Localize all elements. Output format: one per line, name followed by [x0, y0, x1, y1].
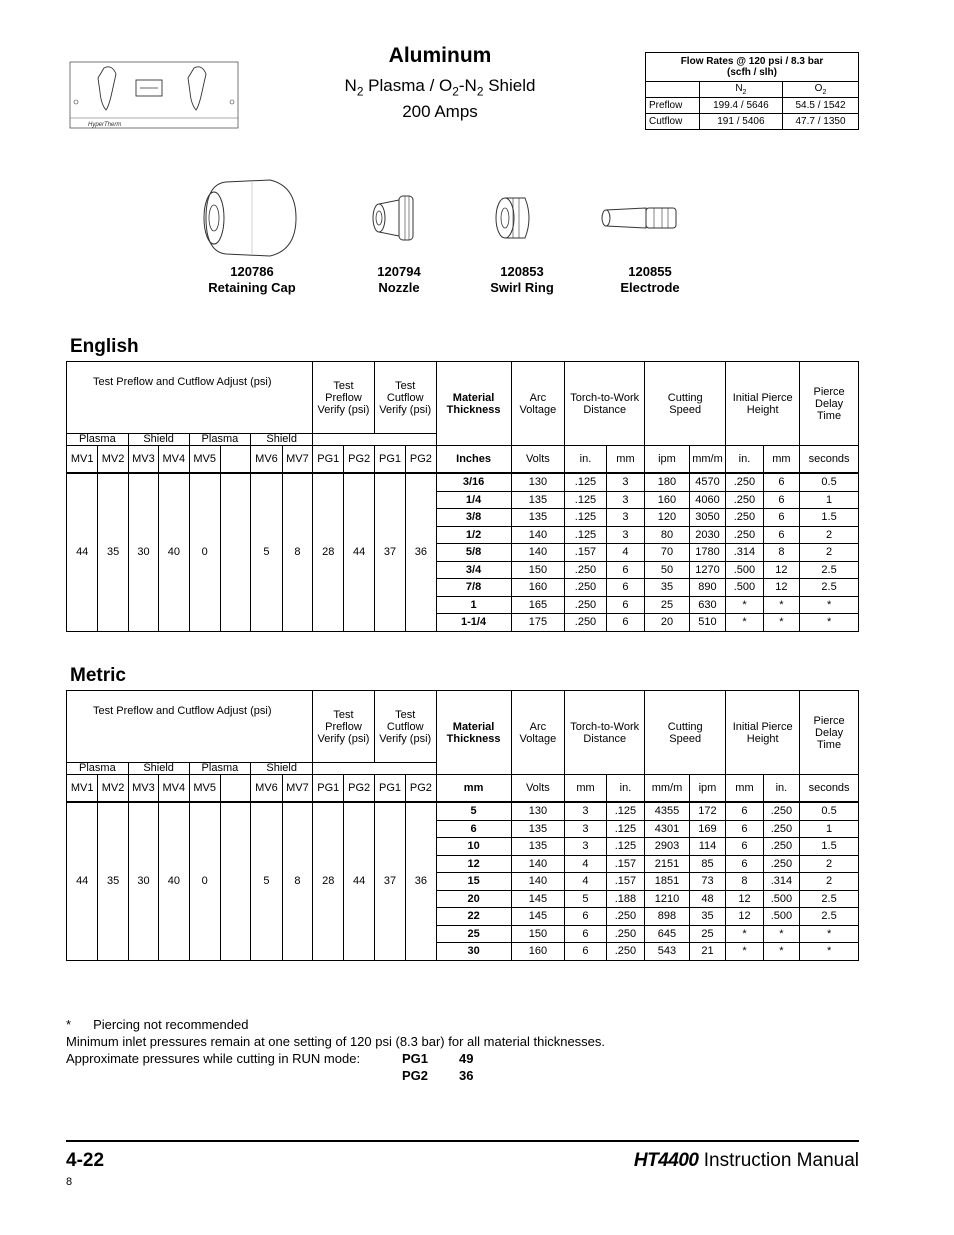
unit-header: seconds: [800, 775, 859, 803]
table-cell: *: [763, 596, 799, 614]
table-cell: .157: [606, 873, 644, 891]
table-cell: 160: [645, 491, 690, 509]
arc-voltage-header: Arc Voltage: [511, 691, 565, 775]
valve-header: MV6: [251, 775, 282, 803]
pg2-label: PG2: [402, 1068, 429, 1083]
table-cell: 22: [436, 908, 511, 926]
table-cell: 130: [511, 473, 565, 491]
test-cutflow-header: Test Cutflow Verify (psi): [374, 691, 436, 763]
table-cell: 140: [511, 855, 565, 873]
table-cell: 630: [689, 596, 725, 614]
table-cell: 5: [565, 890, 607, 908]
table-cell: 6: [565, 908, 607, 926]
table-cell: 2: [800, 855, 859, 873]
table-cell: *: [726, 614, 763, 632]
table-cell: .250: [726, 509, 763, 527]
flow-rates-title: Flow Rates @ 120 psi / 8.3 bar (scfh / slh): [646, 53, 859, 82]
valve-setting: 44: [344, 802, 374, 960]
table-cell: 20: [645, 614, 690, 632]
table-cell: 2: [800, 544, 859, 562]
table-cell: .250: [606, 925, 644, 943]
table-cell: 35: [645, 579, 690, 597]
part-label-swirl-ring: 120853 Swirl Ring: [490, 264, 554, 295]
table-cell: 1: [436, 596, 511, 614]
valve-setting: 40: [159, 473, 189, 631]
table-cell: 4: [565, 855, 607, 873]
valve-header: MV6: [251, 446, 282, 474]
valve-setting: 36: [406, 802, 436, 960]
table-cell: .188: [606, 890, 644, 908]
table-cell: 1270: [689, 561, 725, 579]
table-cell: .250: [763, 802, 799, 820]
group-plasma-1: Plasma: [67, 434, 129, 446]
table-cell: .250: [565, 614, 607, 632]
table-cell: 4060: [689, 491, 725, 509]
table-cell: 6: [763, 491, 799, 509]
table-cell: 1780: [689, 544, 725, 562]
cutting-speed-header: Cutting Speed: [645, 362, 726, 446]
unit-header: mm: [565, 775, 607, 803]
pierce-delay-header: Pierce Delay Time: [800, 362, 859, 446]
table-cell: 6: [726, 802, 763, 820]
table-cell: 8: [726, 873, 763, 891]
table-cell: 48: [689, 890, 725, 908]
valve-header: PG1: [374, 446, 405, 474]
table-cell: .125: [606, 820, 644, 838]
table-cell: 890: [689, 579, 725, 597]
unit-header: mm/m: [689, 446, 725, 474]
table-cell: 2: [800, 873, 859, 891]
table-cell: .314: [763, 873, 799, 891]
valve-header: MV5: [189, 775, 220, 803]
footer-small-number: 8: [66, 1176, 73, 1188]
table-row: [67, 473, 859, 491]
table-cell: 114: [689, 838, 725, 856]
table-cell: 140: [511, 544, 565, 562]
nozzle-illustration: [367, 178, 422, 258]
table-cell: 6: [763, 473, 799, 491]
valve-header: [220, 775, 250, 803]
test-cutflow-header: Test Cutflow Verify (psi): [374, 362, 436, 434]
flow-col-n2: $N_2$: [699, 82, 782, 98]
table-cell: 165: [511, 596, 565, 614]
cutting-speed-header: Cutting Speed: [645, 691, 726, 775]
part-label-nozzle: 120794 Nozzle: [377, 264, 421, 295]
table-cell: 135: [511, 509, 565, 527]
table-cell: 1/2: [436, 526, 511, 544]
flow-col-o2: $O_2$: [783, 82, 859, 98]
table-cell: 6: [726, 855, 763, 873]
table-row: [67, 802, 859, 820]
table-cell: 4301: [645, 820, 690, 838]
table-cell: 4570: [689, 473, 725, 491]
table-cell: 6: [726, 820, 763, 838]
table-cell: *: [726, 596, 763, 614]
table-cell: .250: [606, 908, 644, 926]
table-cell: .157: [606, 855, 644, 873]
table-cell: .250: [565, 596, 607, 614]
valve-header: PG1: [313, 775, 344, 803]
group-shield-1: Shield: [128, 763, 189, 775]
group-plasma-1: Plasma: [67, 763, 129, 775]
table-cell: *: [763, 925, 799, 943]
table-cell: *: [800, 614, 859, 632]
table-cell: 145: [511, 890, 565, 908]
table-cell: 135: [511, 838, 565, 856]
table-cell: 150: [511, 561, 565, 579]
table-cell: 6: [763, 509, 799, 527]
valve-setting: 28: [313, 473, 344, 631]
table-cell: 8: [763, 544, 799, 562]
table-cell: 3/4: [436, 561, 511, 579]
table-cell: .250: [606, 943, 644, 961]
valve-header: MV7: [282, 446, 312, 474]
valve-setting: 30: [128, 473, 158, 631]
electrode-illustration: [598, 178, 684, 258]
valve-header: PG2: [406, 775, 436, 803]
flow-row-cutflow: Cutflow 191 / 5406 47.7 / 1350: [646, 114, 859, 130]
svg-text:HyperTherm: HyperTherm: [88, 122, 122, 128]
valve-header: MV4: [159, 775, 189, 803]
table-cell: 2903: [645, 838, 690, 856]
english-heading: English: [70, 336, 139, 357]
table-cell: 6: [606, 596, 644, 614]
table-cell: 80: [645, 526, 690, 544]
flow-rates-table: [645, 52, 859, 130]
test-adjust-header: Test Preflow and Cutflow Adjust (psi): [67, 691, 313, 763]
table-cell: 25: [689, 925, 725, 943]
valve-setting: 44: [67, 802, 98, 960]
table-cell: .125: [565, 491, 607, 509]
table-cell: 160: [511, 943, 565, 961]
table-cell: 15: [436, 873, 511, 891]
table-cell: 510: [689, 614, 725, 632]
valve-setting: 44: [67, 473, 98, 631]
pg2-value: 36: [459, 1068, 474, 1083]
table-cell: 35: [689, 908, 725, 926]
pierce-height-header: Initial Pierce Height: [726, 691, 800, 775]
table-cell: 150: [511, 925, 565, 943]
valve-setting: 36: [406, 473, 436, 631]
metric-cut-chart-table: [66, 690, 859, 961]
table-cell: 1.5: [800, 509, 859, 527]
table-cell: 0.5: [800, 802, 859, 820]
table-cell: .500: [726, 561, 763, 579]
table-cell: 7/8: [436, 579, 511, 597]
valve-setting: 0: [189, 802, 220, 960]
table-cell: .125: [606, 838, 644, 856]
gas-subtitle: $N_2$ Plasma / $O_2-N_2$ Shield: [344, 76, 536, 99]
valve-header: MV2: [98, 446, 128, 474]
table-cell: .500: [726, 579, 763, 597]
table-cell: 645: [645, 925, 690, 943]
valve-header: PG1: [313, 446, 344, 474]
table-cell: *: [800, 925, 859, 943]
table-cell: 3: [606, 473, 644, 491]
table-cell: 898: [645, 908, 690, 926]
valve-header: MV1: [67, 775, 98, 803]
table-cell: 2: [800, 526, 859, 544]
unit-header: ipm: [689, 775, 725, 803]
gas-console-panel-illustration: [64, 58, 244, 136]
table-cell: 2151: [645, 855, 690, 873]
table-cell: 21: [689, 943, 725, 961]
retaining-cap-illustration: [192, 178, 302, 258]
table-cell: 5: [436, 802, 511, 820]
table-cell: .250: [726, 473, 763, 491]
valve-setting: 44: [344, 473, 374, 631]
page-number: 4-22: [66, 1150, 105, 1171]
material-thickness-header: Material Thickness: [436, 362, 511, 446]
part-label-electrode: 120855 Electrode: [620, 264, 680, 295]
unit-header: in.: [763, 775, 799, 803]
footnote-run-mode: Approximate pressures while cutting in RUN mode:: [66, 1051, 361, 1066]
table-cell: 20: [436, 890, 511, 908]
table-cell: 12: [436, 855, 511, 873]
table-cell: 130: [511, 802, 565, 820]
torch-to-work-header: Torch-to-Work Distance: [565, 362, 645, 446]
table-cell: 120: [645, 509, 690, 527]
group-plasma-2: Plasma: [189, 763, 251, 775]
table-cell: 1210: [645, 890, 690, 908]
valve-header: MV4: [159, 446, 189, 474]
table-cell: 6: [606, 579, 644, 597]
unit-header: mm: [726, 775, 763, 803]
table-cell: .157: [565, 544, 607, 562]
valve-header: MV1: [67, 446, 98, 474]
table-cell: .250: [565, 579, 607, 597]
valve-header: MV5: [189, 446, 220, 474]
table-cell: *: [763, 943, 799, 961]
pierce-height-header: Initial Pierce Height: [726, 362, 800, 446]
table-cell: 140: [511, 873, 565, 891]
valve-header: MV3: [128, 446, 158, 474]
table-cell: 3: [606, 509, 644, 527]
table-cell: *: [800, 596, 859, 614]
table-cell: 50: [645, 561, 690, 579]
table-cell: .250: [763, 838, 799, 856]
table-cell: 4: [606, 544, 644, 562]
table-cell: *: [726, 925, 763, 943]
valve-setting: 35: [98, 473, 128, 631]
material-thickness-header: Material Thickness: [436, 691, 511, 775]
table-cell: .250: [726, 526, 763, 544]
metric-heading: Metric: [70, 665, 126, 686]
table-cell: 172: [689, 802, 725, 820]
table-cell: 2.5: [800, 579, 859, 597]
valve-setting: 30: [128, 802, 158, 960]
unit-header: ipm: [645, 446, 690, 474]
table-cell: 145: [511, 908, 565, 926]
table-cell: 73: [689, 873, 725, 891]
table-cell: 6: [606, 561, 644, 579]
table-cell: 6: [565, 943, 607, 961]
valve-setting: 35: [98, 802, 128, 960]
unit-header: in.: [606, 775, 644, 803]
valve-setting: 8: [282, 802, 312, 960]
table-cell: 12: [726, 908, 763, 926]
table-cell: 3: [565, 838, 607, 856]
table-cell: 12: [763, 561, 799, 579]
table-cell: .125: [565, 473, 607, 491]
table-cell: 140: [511, 526, 565, 544]
table-cell: 2.5: [800, 561, 859, 579]
table-cell: 1/4: [436, 491, 511, 509]
valve-header: PG2: [344, 446, 374, 474]
test-adjust-header: Test Preflow and Cutflow Adjust (psi): [67, 362, 313, 434]
table-cell: 1: [800, 820, 859, 838]
table-cell: 5/8: [436, 544, 511, 562]
arc-voltage-header: Arc Voltage: [511, 362, 565, 446]
valve-header: PG1: [374, 775, 405, 803]
group-shield-2: Shield: [251, 434, 313, 446]
table-cell: 10: [436, 838, 511, 856]
pg1-label: PG1: [402, 1051, 429, 1066]
pg1-value: 49: [459, 1051, 474, 1066]
valve-header: MV3: [128, 775, 158, 803]
table-cell: 2.5: [800, 890, 859, 908]
table-cell: .250: [763, 855, 799, 873]
table-cell: 4: [565, 873, 607, 891]
valve-setting: 40: [159, 802, 189, 960]
unit-header: mm: [436, 775, 511, 803]
table-cell: 85: [689, 855, 725, 873]
table-cell: 25: [645, 596, 690, 614]
table-cell: *: [726, 943, 763, 961]
unit-header: mm: [606, 446, 644, 474]
unit-header: mm/m: [645, 775, 690, 803]
valve-header: MV2: [98, 775, 128, 803]
valve-header: MV7: [282, 775, 312, 803]
table-cell: 3/8: [436, 509, 511, 527]
unit-header: Volts: [511, 775, 565, 803]
table-cell: 4355: [645, 802, 690, 820]
table-cell: .125: [565, 509, 607, 527]
footer-rule: [66, 1140, 859, 1142]
table-cell: .125: [565, 526, 607, 544]
table-cell: *: [800, 943, 859, 961]
table-cell: 70: [645, 544, 690, 562]
valve-setting: [220, 473, 250, 631]
unit-header: Inches: [436, 446, 511, 474]
unit-header: in.: [726, 446, 763, 474]
table-cell: .250: [763, 820, 799, 838]
table-cell: *: [763, 614, 799, 632]
table-cell: 3: [565, 802, 607, 820]
valve-setting: 5: [251, 473, 282, 631]
page-title: Aluminum: [388, 44, 492, 67]
valve-setting: 5: [251, 802, 282, 960]
swirl-ring-illustration: [493, 178, 538, 258]
footnote-inlet-pressure: Minimum inlet pressures remain at one setting of 120 psi (8.3 bar) for all material thicknesses.: [66, 1034, 606, 1049]
valve-header: PG2: [344, 775, 374, 803]
valve-setting: 0: [189, 473, 220, 631]
table-cell: 1: [800, 491, 859, 509]
table-cell: 30: [436, 943, 511, 961]
valve-setting: [220, 802, 250, 960]
table-cell: 12: [763, 579, 799, 597]
english-cut-chart-table: [66, 361, 859, 632]
valve-setting: 37: [374, 802, 405, 960]
table-cell: 0.5: [800, 473, 859, 491]
table-cell: .500: [763, 890, 799, 908]
table-cell: .125: [606, 802, 644, 820]
table-cell: 1-1/4: [436, 614, 511, 632]
table-cell: 2030: [689, 526, 725, 544]
group-plasma-2: Plasma: [189, 434, 251, 446]
valve-setting: 8: [282, 473, 312, 631]
valve-setting: 28: [313, 802, 344, 960]
table-cell: 175: [511, 614, 565, 632]
valve-setting: 37: [374, 473, 405, 631]
test-preflow-header: Test Preflow Verify (psi): [313, 362, 375, 434]
table-cell: 2.5: [800, 908, 859, 926]
table-cell: 12: [726, 890, 763, 908]
pierce-delay-header: Pierce Delay Time: [800, 691, 859, 775]
table-cell: .314: [726, 544, 763, 562]
valve-header: [220, 446, 250, 474]
table-cell: 3/16: [436, 473, 511, 491]
unit-header: mm: [763, 446, 799, 474]
flow-row-preflow: Preflow 199.4 / 5646 54.5 / 1542: [646, 98, 859, 114]
table-cell: 6: [436, 820, 511, 838]
table-cell: 3: [565, 820, 607, 838]
table-cell: .500: [763, 908, 799, 926]
table-cell: 6: [606, 614, 644, 632]
manual-title: HT4400 Instruction Manual: [633, 1150, 859, 1171]
table-cell: .250: [726, 491, 763, 509]
amperage-subtitle: 200 Amps: [402, 102, 478, 121]
unit-header: in.: [565, 446, 607, 474]
table-cell: 6: [763, 526, 799, 544]
table-cell: 543: [645, 943, 690, 961]
unit-header: seconds: [800, 446, 859, 474]
footnote-piercing: * Piercing not recommended: [66, 1017, 249, 1032]
table-cell: 135: [511, 491, 565, 509]
unit-header: Volts: [511, 446, 565, 474]
table-cell: 6: [726, 838, 763, 856]
table-cell: .250: [565, 561, 607, 579]
table-cell: 1851: [645, 873, 690, 891]
table-cell: 3050: [689, 509, 725, 527]
part-label-retaining-cap: 120786 Retaining Cap: [208, 264, 296, 295]
table-cell: 25: [436, 925, 511, 943]
group-shield-2: Shield: [251, 763, 313, 775]
table-cell: 135: [511, 820, 565, 838]
table-cell: 1.5: [800, 838, 859, 856]
table-cell: 180: [645, 473, 690, 491]
table-cell: 169: [689, 820, 725, 838]
table-cell: 6: [565, 925, 607, 943]
test-preflow-header: Test Preflow Verify (psi): [313, 691, 375, 763]
table-cell: 3: [606, 491, 644, 509]
table-cell: 3: [606, 526, 644, 544]
table-cell: 160: [511, 579, 565, 597]
torch-to-work-header: Torch-to-Work Distance: [565, 691, 645, 775]
group-shield-1: Shield: [128, 434, 189, 446]
valve-header: PG2: [406, 446, 436, 474]
